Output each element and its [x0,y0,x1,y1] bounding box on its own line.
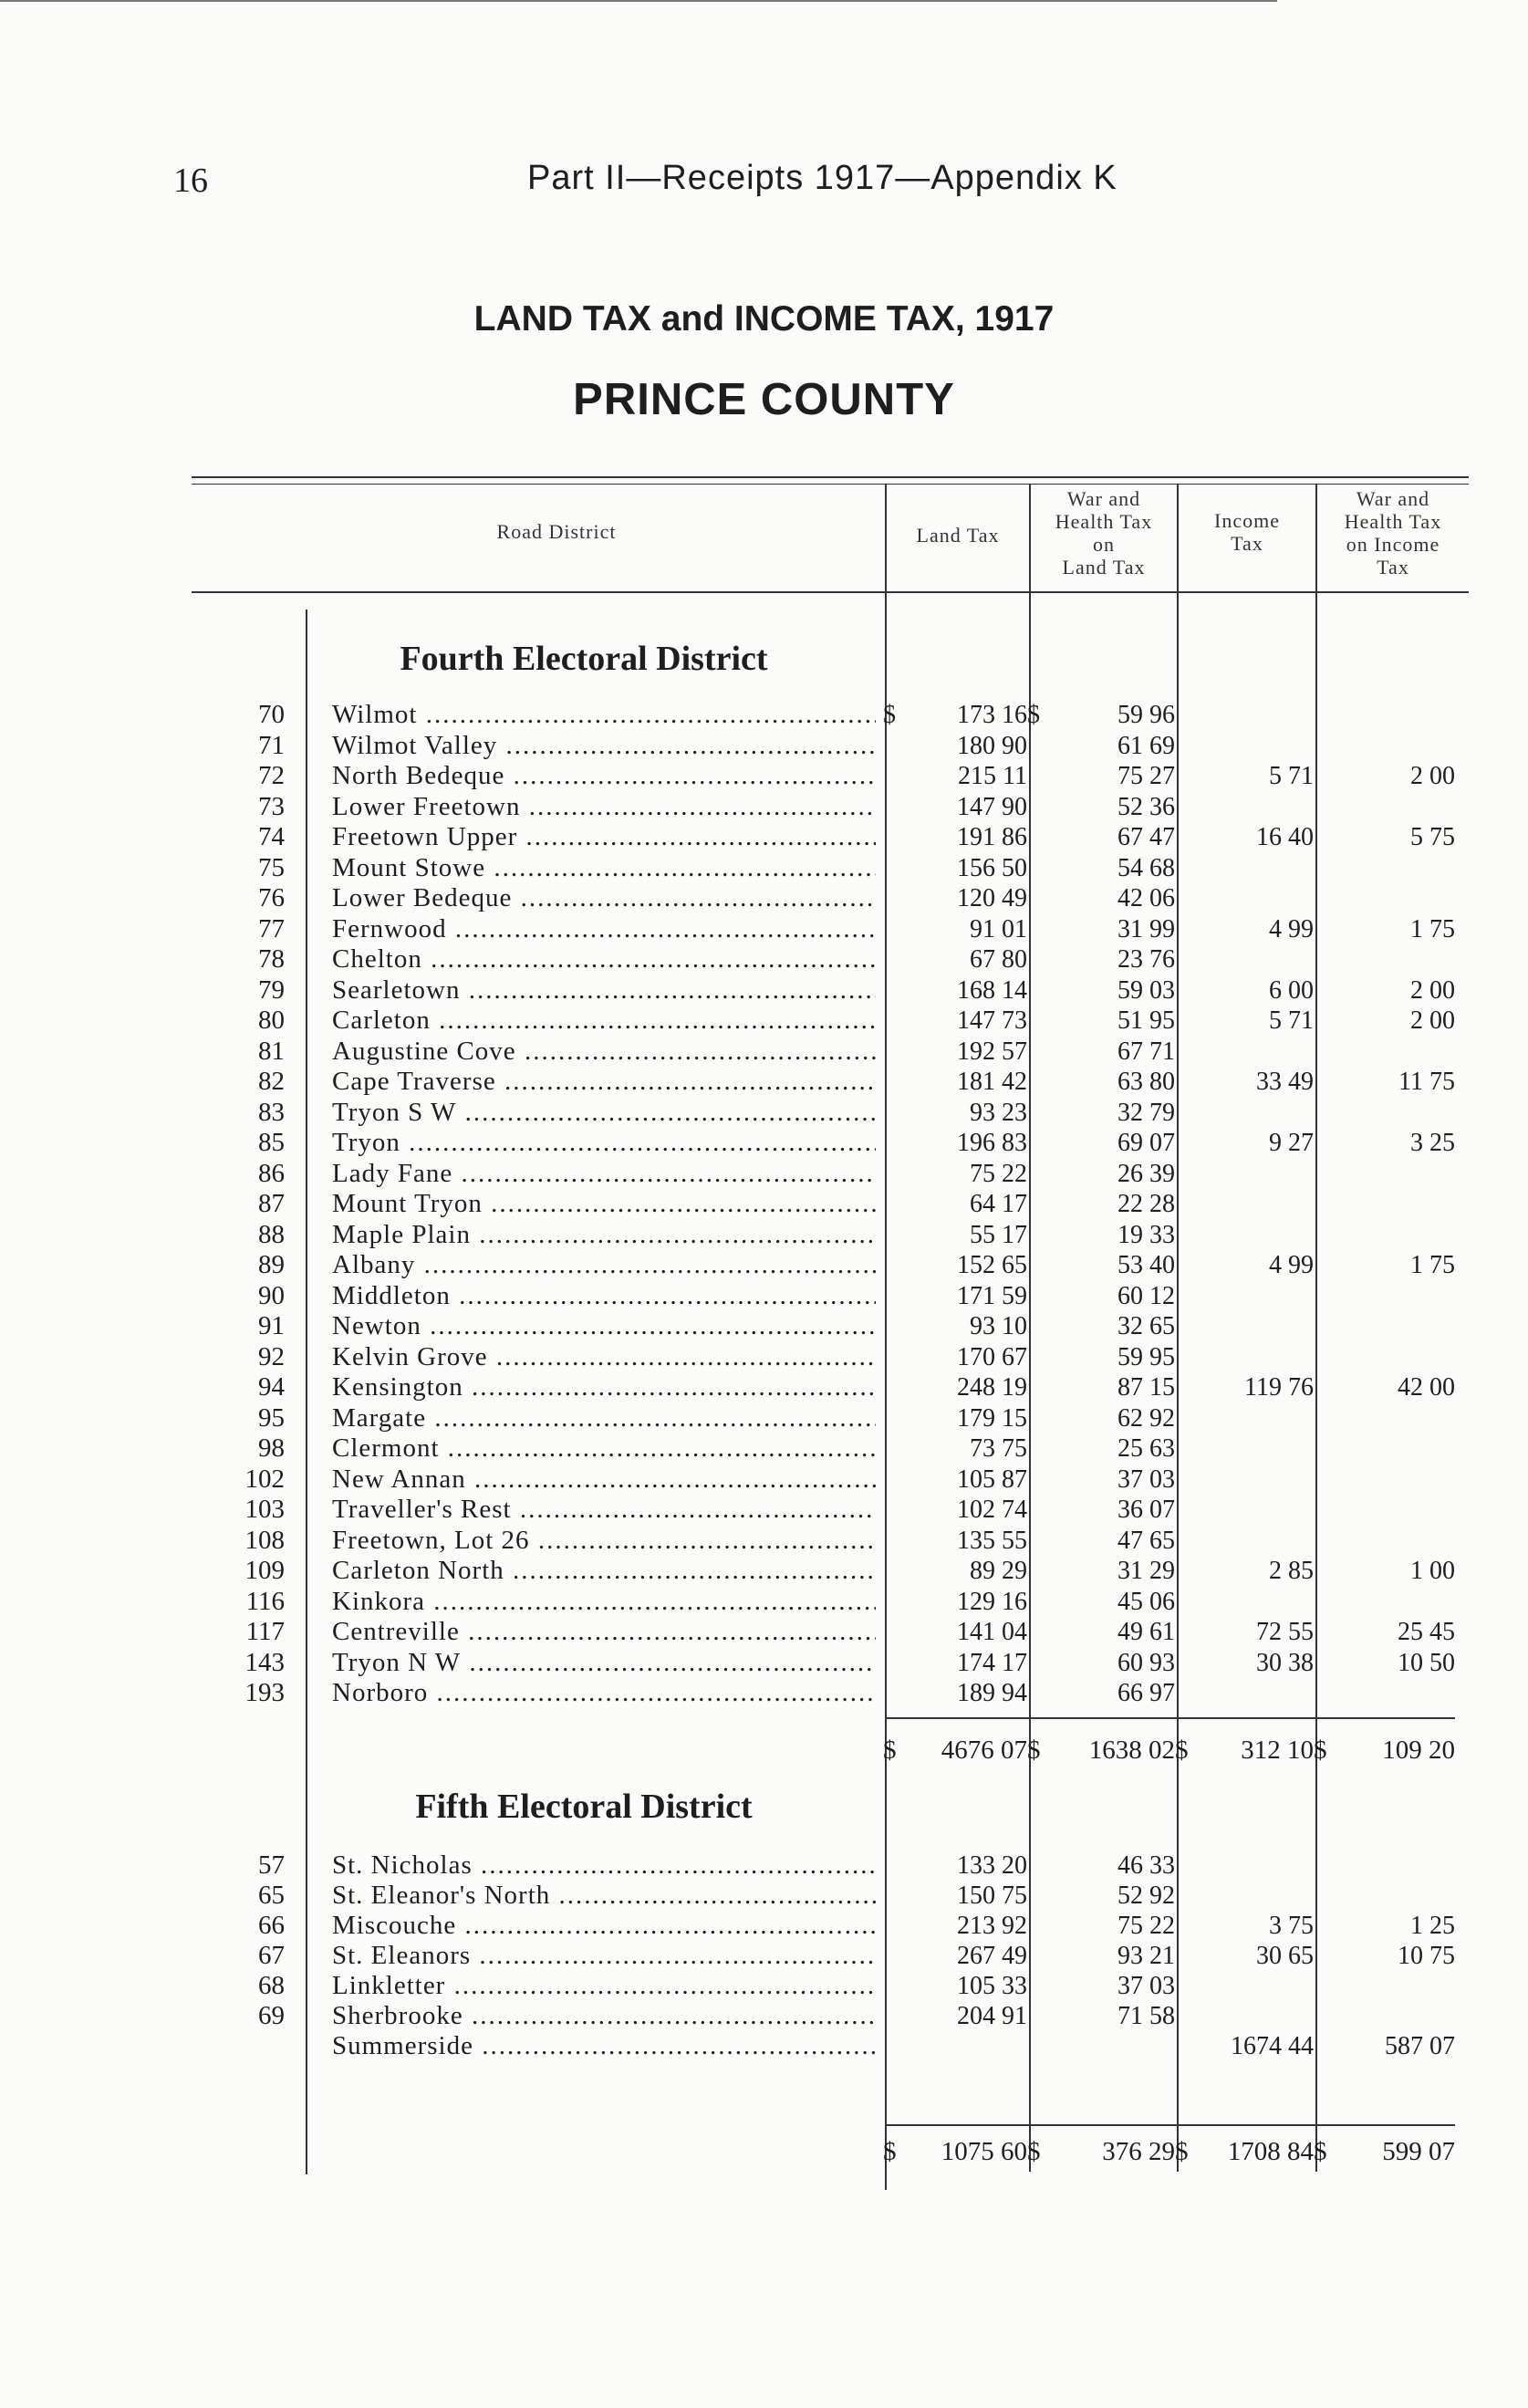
row-number: 90 [258,1280,285,1310]
table-row [0,914,1528,944]
fifth-totals-rule [885,2124,1455,2126]
war-land-tax-value: 31 99 [1117,914,1175,943]
table-row [0,1556,1528,1586]
row-number: 89 [258,1250,285,1279]
row-number: 66 [258,1911,285,1940]
total-war-land-tax: 376 29 [1102,2137,1175,2166]
col-head-income [1179,509,1315,555]
row-number: 75 [258,852,285,882]
income-tax-value: 72 55 [1256,1618,1314,1646]
col-head-land-tax: Land Tax [916,524,1000,547]
war-land-tax-value: 59 95 [1117,1342,1175,1371]
table-row [0,1250,1528,1280]
road-district-name: Mount Tryon ..... [332,1189,876,1219]
land-tax-value: 102 74 [957,1496,1027,1524]
table-row [0,1342,1528,1372]
table-row [0,1159,1528,1189]
war-land-tax-value: 37 03 [1117,1465,1175,1494]
road-district-name: Linkletter ..... [332,1971,876,2001]
row-number: 193 [244,1678,285,1707]
total-income-tax: 312 10 [1241,1736,1314,1765]
war-land-tax-value: 26 39 [1117,1159,1175,1188]
land-tax-value: 192 57 [957,1037,1027,1066]
land-tax-value: 89 29 [970,1557,1027,1585]
income-tax-value: 3 75 [1269,1912,1314,1940]
war-income-tax-value: 10 50 [1398,1648,1455,1677]
road-district-name: Tryon N W ..... [332,1648,876,1678]
road-district-name: New Annan ..... [332,1465,876,1495]
war-land-tax-value: 69 07 [1117,1129,1175,1157]
road-district-name: Norboro ..... [332,1678,876,1708]
table-row [0,1403,1528,1433]
road-district-name: Cape Traverse ..... [332,1067,876,1097]
row-number: 78 [258,944,285,974]
land-tax-value: 170 67 [957,1342,1027,1371]
page-number: 16 [173,162,208,200]
table-row [0,1128,1528,1158]
war-land-tax-value: 32 79 [1117,1098,1175,1127]
fourth-totals-row [0,1734,1528,1767]
war-income-tax-value: 2 00 [1410,975,1455,1005]
dollar-sign-war-land: $ [1027,701,1040,729]
war-income-tax-value: 1 75 [1410,914,1455,943]
war-income-tax-value: 587 07 [1385,2032,1455,2060]
table-row [0,1037,1528,1067]
row-number: 87 [258,1189,285,1218]
war-land-tax-value: 36 07 [1117,1496,1175,1524]
table-top-rule [192,476,1469,478]
land-tax-value: 105 87 [957,1465,1027,1494]
row-number: 116 [245,1586,285,1616]
road-district-name: Kelvin Grove ..... [332,1342,876,1372]
war-land-tax-value: 31 29 [1117,1557,1175,1585]
table-row [0,1372,1528,1402]
row-number: 73 [258,791,285,821]
table-row [0,944,1528,975]
income-tax-value: 2 85 [1269,1557,1314,1585]
war-land-tax-value: 23 76 [1117,945,1175,974]
row-number: 108 [244,1525,285,1555]
col-head-war-land-line1: War and [1066,487,1141,510]
table-row [0,2031,1528,2061]
table-row [0,1587,1528,1617]
land-tax-value: 174 17 [957,1648,1027,1677]
col-head-war-income [1317,487,1469,579]
col-head-war-land [1031,487,1177,579]
col-head-road-district: Road District [496,520,617,543]
table-row [0,700,1528,730]
war-land-tax-value: 87 15 [1117,1373,1175,1402]
war-land-tax-value: 46 33 [1117,1851,1175,1880]
war-land-tax-value: 52 36 [1117,792,1175,821]
war-land-tax-value: 75 22 [1117,1912,1175,1940]
war-land-tax-value: 45 06 [1117,1587,1175,1616]
war-land-tax-value: 51 95 [1117,1006,1175,1035]
war-income-tax-value: 1 75 [1410,1251,1455,1279]
running-header: Part II—Receipts 1917—Appendix K [527,159,1117,197]
row-number: 67 [258,1941,285,1970]
row-number: 79 [258,975,285,1005]
row-number: 74 [258,822,285,851]
war-land-tax-value: 32 65 [1117,1312,1175,1340]
col-head-war-land-line3: on [1093,533,1115,556]
total-war-income-tax: 109 20 [1382,1736,1455,1765]
land-tax-value: 168 14 [957,975,1027,1005]
row-number: 72 [258,761,285,790]
road-district-name: Lady Fane ..... [332,1159,876,1189]
table-row [0,1281,1528,1311]
table-row [0,1006,1528,1036]
total-income-tax: 1708 84 [1227,2137,1314,2166]
row-number: 86 [258,1158,285,1188]
table-row [0,1971,1528,2001]
war-land-tax-value: 52 92 [1117,1882,1175,1910]
war-land-tax-value: 42 06 [1117,884,1175,912]
road-district-name: Newton ..... [332,1311,876,1341]
row-number: 80 [258,1006,285,1035]
road-district-name: Freetown Upper ..... [332,822,876,852]
war-land-tax-value: 53 40 [1117,1251,1175,1279]
war-income-tax-value: 3 25 [1410,1129,1455,1157]
col-head-war-income-line1: War and [1356,487,1430,510]
road-district-name: Kinkora ..... [332,1587,876,1617]
road-district-name: Tryon ..... [332,1128,876,1158]
total-land-tax: 1075 60 [941,2137,1027,2166]
land-tax-value: 181 42 [957,1068,1027,1096]
war-land-tax-value: 66 97 [1117,1679,1175,1707]
land-tax-value: 93 10 [970,1312,1027,1340]
road-district-name: Centreville ..... [332,1617,876,1647]
table-row [0,1433,1528,1464]
war-income-tax-value: 2 00 [1410,1006,1455,1035]
income-tax-value: 30 38 [1256,1648,1314,1677]
land-tax-value: 64 17 [970,1190,1027,1218]
income-tax-value: 4 99 [1269,1251,1314,1279]
war-land-tax-value: 25 63 [1117,1434,1175,1463]
war-income-tax-value: 42 00 [1398,1373,1455,1402]
row-number: 109 [244,1556,285,1585]
income-tax-value: 5 71 [1269,762,1314,790]
land-tax-value: 267 49 [957,1942,1027,1970]
table-row [0,1881,1528,1911]
road-district-name: Margate ..... [332,1403,876,1433]
land-tax-value: 156 50 [957,853,1027,882]
land-tax-value: 55 17 [970,1220,1027,1249]
dollar-sign: $ [1027,1736,1041,1765]
land-tax-value: 67 80 [970,945,1027,974]
dollar-sign: $ [1175,1736,1189,1765]
row-number: 70 [258,700,285,729]
war-land-tax-value: 93 21 [1117,1942,1175,1970]
table-row [0,1067,1528,1097]
land-tax-value: 93 23 [970,1098,1027,1127]
row-number: 92 [258,1341,285,1371]
table-row [0,1941,1528,1971]
col-head-war-land-line4: Land Tax [1062,556,1146,579]
dollar-sign: $ [1027,2137,1041,2166]
col-head-war-income-line3: on Income [1346,533,1440,556]
road-district-name: Freetown, Lot 26 ..... [332,1526,876,1556]
war-land-tax-value: 59 96 [1117,701,1175,729]
table-row [0,1465,1528,1495]
land-tax-value: 191 86 [957,823,1027,851]
road-district-name: Traveller's Rest ..... [332,1495,876,1525]
land-tax-value: 173 16 [957,701,1027,729]
row-number: 103 [244,1495,285,1524]
header-rule [0,0,1277,2]
road-district-name: Mount Stowe ..... [332,853,876,883]
war-land-tax-value: 60 12 [1117,1281,1175,1310]
road-district-name: Middleton ..... [332,1281,876,1311]
table-row [0,1648,1528,1678]
land-tax-value: 91 01 [970,914,1027,943]
table-row [0,792,1528,822]
road-district-name: Augustine Cove ..... [332,1037,876,1067]
land-tax-value: 248 19 [957,1373,1027,1402]
dollar-sign: $ [883,1736,897,1765]
war-land-tax-value: 60 93 [1117,1648,1175,1677]
table-row [0,1850,1528,1881]
war-income-tax-value: 25 45 [1398,1618,1455,1646]
table-row [0,1526,1528,1556]
road-district-name: Maple Plain ..... [332,1220,876,1250]
table-row [0,1678,1528,1708]
row-number: 76 [258,883,285,912]
land-tax-value: 73 75 [970,1434,1027,1463]
row-number: 81 [258,1036,285,1066]
table-row [0,1311,1528,1341]
war-land-tax-value: 49 61 [1117,1618,1175,1646]
row-number: 57 [258,1850,285,1880]
dollar-sign: $ [1314,2137,1327,2166]
dollar-sign: $ [883,2137,897,2166]
war-land-tax-value: 67 47 [1117,823,1175,851]
row-number: 83 [258,1097,285,1127]
row-number: 71 [258,730,285,760]
war-land-tax-value: 47 65 [1117,1526,1175,1555]
land-tax-value: 133 20 [957,1851,1027,1880]
table-row [0,1098,1528,1128]
section-title-fourth: Fourth Electoral District [400,640,768,678]
total-war-income-tax: 599 07 [1382,2137,1455,2166]
page-title: LAND TAX and INCOME TAX, 1917 [473,299,1055,339]
war-land-tax-value: 63 80 [1117,1068,1175,1096]
col-head-income-line1: Income [1214,509,1280,532]
road-district-name: Lower Freetown ..... [332,792,876,822]
war-income-tax-value: 1 25 [1410,1912,1455,1940]
road-district-name: Wilmot ..... [332,700,876,730]
war-land-tax-value: 59 03 [1117,975,1175,1005]
table-row [0,731,1528,761]
war-income-tax-value: 5 75 [1410,823,1455,851]
road-district-name: Albany ..... [332,1250,876,1280]
war-land-tax-value: 37 03 [1117,1972,1175,2000]
land-tax-value: 213 92 [957,1912,1027,1940]
land-tax-value: 180 90 [957,731,1027,760]
war-land-tax-value: 67 71 [1117,1037,1175,1066]
land-tax-value: 135 55 [957,1526,1027,1555]
row-number: 143 [244,1647,285,1677]
road-district-name: Searletown ..... [332,975,876,1006]
table-top-rule-thin [192,484,1469,485]
row-number: 91 [258,1311,285,1340]
land-tax-value: 75 22 [970,1159,1027,1188]
road-district-name: North Bedeque ..... [332,761,876,791]
col-head-war-income-line2: Health Tax [1344,510,1442,533]
row-number: 65 [258,1881,285,1910]
row-number: 68 [258,1971,285,2000]
war-land-tax-value: 54 68 [1117,853,1175,882]
road-district-name: Summerside ..... [332,2031,876,2061]
war-income-tax-value: 1 00 [1410,1557,1455,1585]
row-number: 77 [258,913,285,943]
table-row [0,1911,1528,1941]
war-land-tax-value: 61 69 [1117,731,1175,760]
war-land-tax-value: 22 28 [1117,1190,1175,1218]
row-number: 102 [244,1464,285,1494]
road-district-name: Miscouche ..... [332,1911,876,1941]
table-row [0,1189,1528,1219]
table-row [0,822,1528,852]
dollar-sign: $ [1175,2137,1189,2166]
income-tax-value: 9 27 [1269,1129,1314,1157]
header-bottom-rule [192,591,1469,593]
road-district-name: Clermont ..... [332,1433,876,1464]
income-tax-value: 1674 44 [1231,2032,1314,2060]
road-district-name: Carleton ..... [332,1006,876,1036]
road-district-name: St. Eleanors ..... [332,1941,876,1971]
road-district-name: Wilmot Valley ..... [332,731,876,761]
table-row [0,883,1528,913]
row-number: 69 [258,2001,285,2030]
col-head-war-land-line2: Health Tax [1055,510,1153,533]
row-number: 117 [245,1617,285,1646]
road-district-name: Fernwood ..... [332,914,876,944]
road-district-name: Kensington ..... [332,1372,876,1402]
table-row [0,2001,1528,2031]
table-row [0,761,1528,791]
table-row [0,1495,1528,1525]
land-tax-value: 141 04 [957,1618,1027,1646]
land-tax-value: 150 75 [957,1882,1027,1910]
war-income-tax-value: 2 00 [1410,762,1455,790]
row-number: 95 [258,1402,285,1433]
dollar-sign-land: $ [883,701,896,729]
war-land-tax-value: 75 27 [1117,762,1175,790]
total-land-tax: 4676 07 [941,1736,1027,1765]
road-district-name: St. Nicholas ..... [332,1850,876,1881]
table-row [0,975,1528,1006]
war-income-tax-value: 11 75 [1398,1068,1455,1096]
land-tax-value: 204 91 [957,2002,1027,2030]
road-district-name: Sherbrooke ..... [332,2001,876,2031]
row-number: 85 [258,1128,285,1157]
land-tax-value: 179 15 [957,1403,1027,1433]
land-tax-value: 196 83 [957,1129,1027,1157]
income-tax-value: 5 71 [1269,1006,1314,1035]
table-row [0,1617,1528,1647]
row-number: 88 [258,1219,285,1249]
income-tax-value: 4 99 [1269,914,1314,943]
table-row [0,853,1528,883]
col-head-income-line2: Tax [1231,532,1263,555]
row-number: 94 [258,1372,285,1402]
war-land-tax-value: 62 92 [1117,1403,1175,1433]
dollar-sign: $ [1314,1736,1327,1765]
war-land-tax-value: 19 33 [1117,1220,1175,1249]
land-tax-value: 189 94 [957,1679,1027,1707]
table-row [0,1220,1528,1250]
row-number: 82 [258,1067,285,1096]
income-tax-value: 30 65 [1256,1942,1314,1970]
fourth-totals-rule [885,1717,1455,1719]
land-tax-value: 120 49 [957,884,1027,912]
land-tax-value: 215 11 [958,762,1027,790]
section-title-fifth: Fifth Electoral District [415,1788,753,1826]
land-tax-value: 129 16 [957,1587,1027,1616]
road-district-name: Lower Bedeque ..... [332,883,876,913]
income-tax-value: 6 00 [1269,975,1314,1005]
income-tax-value: 16 40 [1256,823,1314,851]
road-district-name: Chelton ..... [332,944,876,975]
land-tax-value: 152 65 [957,1251,1027,1279]
land-tax-value: 105 33 [957,1972,1027,2000]
row-number: 98 [258,1433,285,1463]
income-tax-value: 33 49 [1256,1068,1314,1096]
road-district-name: St. Eleanor's North ..... [332,1881,876,1911]
land-tax-value: 147 73 [957,1006,1027,1035]
fifth-totals-row [0,2135,1528,2168]
war-income-tax-value: 10 75 [1398,1942,1455,1970]
income-tax-value: 119 76 [1244,1373,1314,1402]
county-title: PRINCE COUNTY [573,375,955,424]
land-tax-value: 147 90 [957,792,1027,821]
col-head-war-income-line4: Tax [1377,556,1409,579]
road-district-name: Tryon S W ..... [332,1098,876,1128]
land-tax-value: 171 59 [957,1281,1027,1310]
total-war-land-tax: 1638 02 [1088,1736,1175,1765]
road-district-name: Carleton North ..... [332,1556,876,1586]
war-land-tax-value: 71 58 [1117,2002,1175,2030]
